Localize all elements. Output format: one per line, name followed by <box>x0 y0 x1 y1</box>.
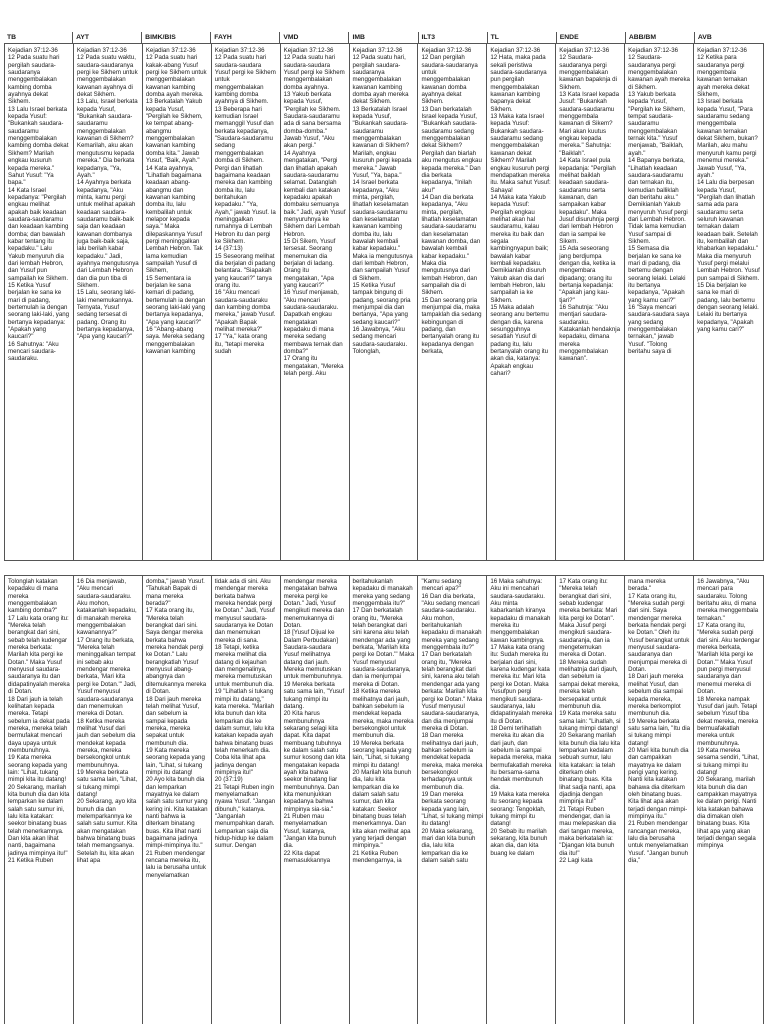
column-text-avb: Kejadian 37:12-36 12 Ketika para saudaranya pergi menggembala kawanan ternakan ayah mereka dekat Sikhem, 13 Israel berkata kepada Yusuf, "Para saudaramu sedang menggembala kawanan ternakan dekat Sikhem, bukan? Marilah, aku mahu menyuruh kamu pergi menemui mereka." Jawab Yusuf, "Ya, ayah." 14 Lalu dia berpesan kepada Yusuf, "Pergilah dan lihatlah sama ada para saudaramu serta seluruh kawanan ternakan dalam keadaan baik. Setelah itu, kembalilah dan khabarkan kepadaku." Maka dia menyuruh Yusuf pergi melalui Lembah Hebron. Yusuf pun sampai di Sikhem. 15 Dia berjalan ke sana ke mari di padang, lalu bertemu dengan seorang lelaki. Lelaki itu bertanya kepadanya, "Apakah yang kamu cari?" <box>697 47 760 334</box>
column-text-imb-cont: beritahukanlah kepadaku di manakah mereka yang sedang menggembala itu?" 17 Dan berkatalah orang itu, "Mereka telah berangkat dari sini karena aku telah mendengar ada yang berkata, 'Marilah kita pergi ke Dotan.'" Maka Yusuf menyusul saudara-saudaranya, dan ia menjumpai mereka di Dotan. 18 Ketika mereka melihatnya dari jauh, bahkan sebelum ia mendekat kepada mereka, maka mereka bersekongkol untuk membunuh dia. 19 Mereka berkata seorang kepada yang lain, "Lihat, si tukang mimpi itu datang! 20 Marilah kita bunuh dia, lalu kita lemparkan dia ke dalam salah satu sumur, dan kita katakan: Seekor binatang buas telah menerkamnya. Dan kita akan melihat apa yang terjadi dengan mimpinya." 21 Ketika Ruben mendengarnya, ia <box>350 576 419 1024</box>
column-text-fayh: Kejadian 37:12-36 12 Pada suatu hari saudara-saudara Yusuf pergi ke Sikhem untuk menggembalakan kambing domba ayahnya di Sikhem. 13 Beberapa hari kemudian Israel memanggil Yusuf dan berkata kepadanya, "Saudara-saudaramu sedang menggembalakan domba di Sikhem. Pergi dan lihatlah bagaimana keadaan mereka dan kambing domba itu, lalu beritahukan kepadaku." "Ya, Ayah," jawab Yusuf. Ia meninggalkan rumahnya di Lembah Hebron itu dan pergi ke Sikhem. 14 (37:13) 15 Seseorang melihat dia berjalan di padang belantara. "Siapakah yang kaucari?" tanya orang itu. 16 "Aku mencari saudara-saudaraku dan kambing domba mereka," jawab Yusuf. "Apakah Bapak melihat mereka?" 17 "Ya," kata orang itu, "tetapi mereka sudah <box>212 33 281 560</box>
header-imb: IMB <box>349 32 418 44</box>
column-text-tl: Kejadian 37:12-36 12 Hata, maka pada sekali peristiwa saudara-saudaranya pun pergilah menggembalakan kawanan kambing bapanya dekat Sikhem. 13 Maka kata Israel kepada Yusuf: Bukankah saudara-saudaramu sedang menggembalakan kawanan dekat Sikhem? Marilah engkau kusuruh pergi mendapatkan mereka itu. Maka sahut Yusuf: Sahaya! 14 Maka kata Yakub kepada Yusuf: Pergilah engkau melihat akan hal saudaramu, kalau mereka itu baik dan segala kambingnyapun baik; bawalah kabar kembali kepadaku. Demikianlah disuruh Yakub akan dia dari lembah Hebron, lalu sampailah ia ke Sikhem. 15 Maka adalah seorang anu bertemu dengan dia, karena sesungguhnya sesatlah Yusuf di padang itu, lalu bertanyalah orang itu akan dia, katanya: Apakah engkau cahari? <box>487 33 556 560</box>
column-text-ayt: Kejadian 37:12-36 12 Pada suatu waktu, saudara-saudaranya pergi ke Sikhem untuk menggembalakan kawanan ayahnya di dekat Sikhem. 13 Lalu, Israel berkata kepada Yusuf, "Bukankah saudara-saudaramu menggembalakan kawanan di Sikhem? Kemarilah, aku akan mengutusmu kepada mereka." Dia berkata kepadanya, "Ya, Ayah." 14 Ayahnya berkata kepadanya, "Aku minta, kamu pergi untuk melihat apakah keadaan saudara-saudaramu baik-baik saja dan keadaan kawanan dombanya juga baik-baik saja, lalu berilah kabar kepadaku." Jadi, ayahnya mengutusnya dari Lembah Hebron dan dia pun tiba di Sikhem. 15 Lalu, seorang laki-laki menemukannya. Ternyata, Yusuf sedang tersesat di padang. Orang itu bertanya kepadanya, "Apa yang kaucari?" <box>74 33 143 560</box>
header-fayh: FAYH <box>211 32 280 44</box>
column-text-avb-cont: 16 Jawabnya, "Aku mencari para saudaraku. Tolong beritahu aku, di mana mereka menggembala ternakan." 17 Kata orang itu, "Mereka sudah pergi dari sini. Aku terdengar mereka berkata, 'Marilah kita pergi ke Dotan.'" Maka Yusuf pun pergi menyusul saudaranya dan menemui mereka di Dotan. 18 Mereka nampak Yusuf dari jauh. Tetapi sebelum Yusuf tiba dekat mereka, mereka bermuafakatlah mereka untuk membunuhnya. 19 Kata mereka sesama sendiri, "Lihat, si tukang mimpi itu datang! 20 Sekarang, marilah kita bunuh dia dan campakkan mayatnya ke dalam perigi. Nanti kita katakan bahawa dia dimakan oleh binatang buas. Kita lihat apa yang akan terjadi dengan segala mimpinya <box>697 578 760 850</box>
column-text-bimk-bis: Kejadian 37:12-36 12 Pada suatu hari kakak-abang Yusuf pergi ke Sikhem untuk menggembalakan kawanan kambing domba ayah mereka. 13 Berkatalah Yakub kepada Yusuf, "Pergilah ke Sikhem, ke tempat abang-abangmu menggembalakan kawanan kambing domba kita." Jawab Yusuf, "Baik, Ayah." 14 Kata ayahnya, "Lihatlah bagaimana keadaan abang-abangmu dan kawanan kambing domba itu, lalu kembalilah untuk melapor kepada saya." Maka dilepaskannya Yusuf pergi meninggalkan Lembah Hebron. Tak lama kemudian sampailah Yusuf di Sikhem, 15 Sementara ia berjalan ke sana kemari di padang, bertemulah ia dengan seorang laki-laki yang bertanya kepadanya, "Apa yang kaucari?" 16 "Abang-abang saya. Mereka sedang menggembalakan kawanan kambing <box>143 33 212 560</box>
column-text-tb-cont: Tolonglah katakan kepadaku di mana mereka menggembalakan kambing domba?" 17 Lalu kata orang itu: "Mereka telah berangkat dari sini, sebab telah kudengar mereka berkata: Marilah kita pergi ke Dotan." Maka Yusuf menyusul saudara-saudaranya itu dan didapatinyalah mereka di Dotan. 18 Dari jauh ia telah kelihatan kepada mereka. Tetapi sebelum ia dekat pada mereka, mereka telah bermufakat mencari daya upaya untuk membunuhnya. 19 Kata mereka seorang kepada yang lain: "Lihat, tukang mimpi kita itu datang! 20 Sekarang, marilah kita bunuh dia dan kita lemparkan ke dalam salah satu sumur ini, lalu kita katakan: seekor binatang buas telah menerkamnya. Dan kita akan lihat nanti, bagaimana jadinya mimpinya itu!" 21 Ketika Ruben <box>5 576 74 1024</box>
column-text-tl-cont: 16 Maka sahutnya: Aku ini mencahari saudara-saudaraku. Aku minta kabarkanlah kiranya kepadaku di manakah mereka itu menggembalakan kawan kambingnya. 17 Maka kata orang itu: Sudah mereka itu berjalan dari sini, karena kudengar kata mereka itu: Mari kita pergi ke Dotan. Maka Yusufpun pergi mengikuti saudara-saudaranya, lalu didapatinyalah mereka itu di Dotan. 18 Demi terlihatlah mereka itu akan dia dari jauh, dan sebelum ia sampai kepada mereka, maka bermufakatlah mereka itu bersama-sama hendak membunuh dia. 19 Maka kata mereka itu seorang kepada seorang: Tengoklah, tukang mimpi itu datang! 20 Sebab itu marilah sekarang, kita bunuh akan dia, dan kita buang ke dalam <box>487 576 556 1024</box>
column-text-ayt-cont: 16 Dia menjawab, "Aku mencari saudara-saudaraku. Aku mohon, katakanlah kepadaku, di manakah mereka menggembalakan kawanannya?" 17 Orang itu berkata, "Mereka telah meninggalkan tempat ini sebab aku mendengar mereka berkata, 'Mari kita pergi ke Dotan.'" Jadi, Yusuf menyusul saudara-saudaranya dan menemukan mereka di Dotan. 18 Ketika mereka melihat Yusuf dari jauh dan sebelum dia mendekat kepada mereka, mereka bersekongkol untuk membunuhnya. 19 Mereka berkata satu sama lain, "Lihat, si tukang mimpi datang! 20 Sekarang, ayo kita bunuh dia dan melemparkannya ke salah satu sumur. Kita akan mengatakan bahwa binatang buas telah memangsanya. Setelah itu, kita akan lihat apa <box>74 576 143 1024</box>
header-tl: TL <box>488 32 557 44</box>
header-abb-bm: ABB/BM <box>626 32 695 44</box>
header-ende: ENDE <box>557 32 626 44</box>
column-text-ilt3: Kejadian 37:12-36 12 Dan pergilah saudara-saudaranya untuk menggembalakan kawanan domba ayahnya dekat Sikhem. 13 Dan berkatalah Israel kepada Yusuf, "Bukankah saudara-saudaramu sedang menggembalakan dekat Sikhem? Pergilah dan biarlah aku mengutus engkau kepada mereka." Dan dia berkata kepadanya, "Inilah aku!" 14 Dan dia berkata kepadanya, "Aku minta, pergilah, lihatlah keselamatan saudara-saudaramu dan keselamatan kawanan domba, dan bawalah kembali kabar kepadaku." Maka dia mengutusnya dari lembah Hebron, dan sampailah dia di Sikhem. 15 Dan seorang pria menjumpai dia, maka tampaklah dia sedang kebingungan di padang, dan bertanyalah orang itu kepadanya dengan berkata, <box>418 33 487 560</box>
column-text-imb: Kejadian 37:12-36 12 Pada suatu hari, pergilah saudara-saudaranya menggembalakan kawanan kambing domba ayah mereka dekat Sikhem. 13 Berkatalah Israel kepada Yusuf, "Bukankah saudara-saudaramu menggembalakan kawanan di Sikhem? Marilah, engkau kusuruh pergi kepada mereka." Jawab Yusuf, "Ya, bapa." 14 Israel berkata kepadanya, "Aku minta, pergilah, lihatlah keselamatan saudara-saudaramu dan keselamatan kawanan kambing domba itu, lalu bawalah kembali kabar kepadaku." Maka ia mengutusnya dari lembah Hebron, dan sampailah Yusuf di Sikhem. 15 Ketika Yusuf tampak bingung di padang, seorang pria menjumpai dia dan bertanya, "Apa yang sedang kaucari?" 16 Jawabnya, "Aku sedang mencari saudara-saudaraku. Tolonglah, <box>350 33 419 560</box>
column-text-abb-bm-cont: mana mereka berada." 17 Kata orang itu, "Mereka sudah pergi dari sini. Saya mendengar mereka berkata hendak pergi ke Dotan." Oleh itu Yusuf berangkat untuk menyusul saudara-saudaranya dan menjumpai mereka di Dotan. 18 Dari jauh mereka melihat Yusuf, dan sebelum dia sampai kepada mereka, mereka berkomplot membunuh dia. 19 Mereka berkata satu sama lain, "Itu dia si tukang mimpi datang! 20 Mari kita bunuh dia dan campakkan mayatnya ke dalam perigi yang kering. Nanti kita katakan bahawa dia diterkam oleh binatang buas. Kita lihat apa akan terjadi dengan mimpi-mimpinya itu." 21 Ruben mendengar rancangan mereka, lalu dia berusaha untuk menyelamatkan Yusuf. "Jangan bunuh dia," <box>625 576 694 1024</box>
column-text-ende: Kejadian 37:12-36 12 Saudara-saudaranya pergi menggembalakan kawanan bapaknja di Sikhem. 13 Kata Israel kepada Jusuf: "Bukankah saudara-saudaramu menggembala kawanan di Sikem? Mari akan kuutus engkau kepada mereka." Sahutnja: "Baiklah". 14 Kata Israel pula kepadanja: "Pergilah melihat baiklah keadaan saudara-saudaramu serta kawanan, dan sampaikan kabar kepadaku". Maka Jusuf disuruhnja pergi dari lembah Hebron dan ia sampai ke Sikem. 15 Ada seseorang jang berdjumpa dengan dia, ketika ia mengembara dipadang; orang itu bertanja kepadanja: "Apakah jang kau-tjari?" 16 Sahutnja: "Aku mentjari saudara-saudaraku. Katakanlah hendaknja kepadaku, dimana mereka menggembalakan kawanan". <box>556 33 625 560</box>
column-text-fayh-cont: tidak ada di sini. Aku mendengar mereka berkata bahwa mereka hendak pergi ke Dotan." Jadi, Yusuf menyusul saudara-saudaranya ke Dotan dan menemukan mereka di sana. 18 Tetapi, ketika mereka melihat dia datang di kejauhan dan mengenalinya, mereka memutuskan untuk membunuh dia. 19 "Lihatlah si tukang mimpi itu datang," kata mereka. "Marilah kita bunuh dan kita lemparkan dia ke dalam sumur, lalu kita katakan kepada ayah bahwa binatang buas telah menerkam dia. Coba kita lihat apa jadinya dengan mimpinya itu!" 20 (37:19) 21 Tetapi Ruben ingin menyelamatkan nyawa Yusuf. "Jangan dibunuh," katanya. "Janganlah menumpahkan darah. Lemparkan saja dia hidup-hidup ke dalam sumur. Dengan <box>212 576 281 1024</box>
table-bottom-section <box>4 575 764 1024</box>
header-vmd: VMD <box>280 32 349 44</box>
column-text-vmd-cont: mendengar mereka mengatakan bahwa mereka pergi ke Dotan." Jadi, Yusuf mengikuti mereka dan menemukannya di Dotan. 18 [Yusuf Dijual ke Dalam Perbudakan] Saudara-saudara Yusuf melihatnya datang dari jauh. Mereka memutuskan untuk membunuhnya. 19 Mereka berkata satu sama lain, "Yusuf tukang mimpi itu datang. 20 Kita harus membunuhnya sekarang selagi kita dapat. Kita dapat membuang tubuhnya ke dalam salah satu sumur kosong dan kita mengatakan kepada ayah kita bahwa seekor binatang liar membunuhnya. Dan kita menunjukkan kepadanya bahwa mimpinya sia-sia." 21 Ruben mau menyelamatkan Yusuf, katanya, "Jangan kita bunuh dia. 22 Kita dapat memasukkannya <box>281 576 350 1024</box>
column-text-ilt3-cont: "Kamu sedang mencari apa?" 16 Dan dia berkata, "Aku sedang mencari saudara-saudaraku. Aku mohon, beritahukanlah kepadaku di manakah mereka yang sedang menggembala itu?" 17 Dan berkatalah orang itu, "Mereka telah berangkat dari sini, karena aku telah mendengar ada yang berkata: Marilah kita pergi ke Dotan." Maka Yusuf menyusul saudara-saudaranya, dan dia menjumpai mereka di Dotan. 18 Dan mereka melihatnya dari jauh, bahkan sebelum ia mendekat kepada mereka, maka mereka bersekongkol terhadapnya untuk membunuh dia. 19 Dan mereka berkata seorang kepada yang lain, "Lihat, si tukang mimpi itu datang! 20 Maka sekarang, mari dan kita bunuh dia, lalu kita lemparkan dia ke dalam salah satu <box>418 576 487 1024</box>
column-text-ende-cont: 17 Kata orang itu: "Mereka telah berangkat dari sini, sebab kudengar mereka berkata: Mari kita pergi ke Dotan". Maka Jusuf pergi mengikuti saudara-saudaranja, dan ia mengetemukan mereka di Dotan. 18 Mereka sudah melihatnja dari djauh, dan sebelum ia sampai dekat mereka, mereka telah bersepakat untuk membunuh dia. 19 Kata mereka satu sama lain: "Lihatlah, si tukang mimpi datang! 20 Sekarang marilah kita bunuh dia lalu kita lemparkan kedalam sebuah sumur, lalu kita katakan: ia telah diterkam oleh binatang buas. Kita lihat sadja nanti, apa djadinja dengan mimpinja itu!" 21 Tetapi Ruben mendengar, dan ia mau melepaskan dia dari tangan mereka, maka berkatalah ia: "Djangan kita bunuh dia itu!" 22 Lagi kata <box>556 576 625 1024</box>
header-bimk-bis: BIMK/BIS <box>142 32 211 44</box>
header-tb: TB <box>4 32 73 44</box>
header-ayt: AYT <box>73 32 142 44</box>
column-text-abb-bm: Kejadian 37:12-36 12 Saudara-saudaranya pergi menggembalakan kawanan ayah mereka di Sikhem. 13 Yakub berkata kepada Yusuf, "Pergilah ke Sikhem, tempat saudara-saudaramu menggembalakan ternak kita." Yusuf menjawab, "Baiklah, ayah." 14 Bapanya berkata, "Lihatlah keadaan saudara-saudaramu dan ternakan itu, kemudian balliklah dan beritahu aku." Demikianlah Yakub menyuruh Yusuf pergi dari Lembah Hebron. Tidak lama kemudian Yusuf sampai di Sikhem. 15 Semasa dia berjalan ke sana ke mari di padang, dia bertemu dengan seorang lelaki. Lelaki itu bertanya kepadanya, "Apakah yang kamu cari?" 16 "Saya mencari saudara-saudara saya yang sedang menggembalakan ternakan," jawab Yusuf. "Tolong beritahu saya di <box>625 33 694 560</box>
column-text-vmd: Kejadian 37:12-36 12 Pada suatu hari saudara-saudara Yusuf pergi ke Sikhem menggembalakan domba ayahnya. 13 Yakub berkata kepada Yusuf, "Pergilah ke Sikhem. Saudara-saudaramu ada di sana bersama domba-domba." Jawab Yusuf, "Aku akan pergi." 14 Ayahnya mengatakan, "Pergi dan lihatlah apakah saudara-saudaramu selamat. Datanglah kembali dan katakan kepadaku apakah dombaku semuanya baik." Jadi, ayah Yusuf menyuruhnya ke Sikhem dari Lembah Hebron. 15 Di Sikem, Yusuf tersesat. Seorang menemukan dia berjalan di ladang. Orang itu mengatakan, "Apa yang kaucari?" 16 Yusuf menjawab, "Aku mencari saudara-saudaraku. Dapatkah engkau mengatakan kepadaku di mana mereka sedang membawa ternak dan domba?" 17 Orang itu mengatakan, "Mereka telah pergi. Aku <box>281 33 350 560</box>
table-top-section <box>4 32 764 561</box>
header-ilt3: ILT3 <box>419 32 488 44</box>
column-header-row <box>4 32 764 44</box>
column-text-bimk-bis-cont: domba," jawab Yusuf. "Tahukah Bapak di mana mereka berada?" 17 Kata orang itu, "Mereka telah berangkat dari sini. Saya dengar mereka berkata bahwa mereka hendak pergi ke Dotan." Lalu berangkatlah Yusuf menyusul abang-abangnya dan ditemukannya mereka di Dotan. 18 Dari jauh mereka telah melihat Yusuf, dan sebelum ia sampai kepada mereka, mereka sepakat untuk membunuh dia. 19 Kata mereka seorang kepada yang lain, "Lihat, si tukang mimpi itu datang! 20 Ayo kita bunuh dia dan lemparkan mayatnya ke dalam salah satu sumur yang kering ini. Kita katakan nanti bahwa ia diterkam binatang buas. Kita lihat nanti bagaimana jadinya mimpi-mimpinya itu." 21 Ruben mendengar rencana mereka itu, lalu ia berusaha untuk menyelamatkan <box>143 576 212 1024</box>
header-avb: AVB <box>695 32 764 44</box>
column-text-tb: Kejadian 37:12-36 12 Pada suatu hari pergilah saudara-saudaranya menggembalakan kambing domba ayahnya dekat Sikhem. 13 Lalu Israel berkata kepada Yusuf: "Bukankah saudara-saudaramu menggembalakan kambing domba dekat Sikhem? Marilah engkau kusuruh kepada mereka." Sahut Yusuf: "Ya bapa." 14 Kata Israel kepadanya: "Pergilah engkau melihat apakah baik keadaan saudara-saudaramu dan keadaan kambing domba; dan bawalah kabar tentang itu kepadaku." Lalu Yakub menyuruh dia dari lembah Hebron, dan Yusuf pun sampailah ke Sikhem. 15 Ketika Yusuf berjalan ke sana ke mari di padang, bertemulah ia dengan seorang laki-laki, yang bertanya kepadanya: "Apakah yang kaucari?" 16 Sahutnya: "Aku mencari saudara-saudaraku. <box>5 33 74 560</box>
